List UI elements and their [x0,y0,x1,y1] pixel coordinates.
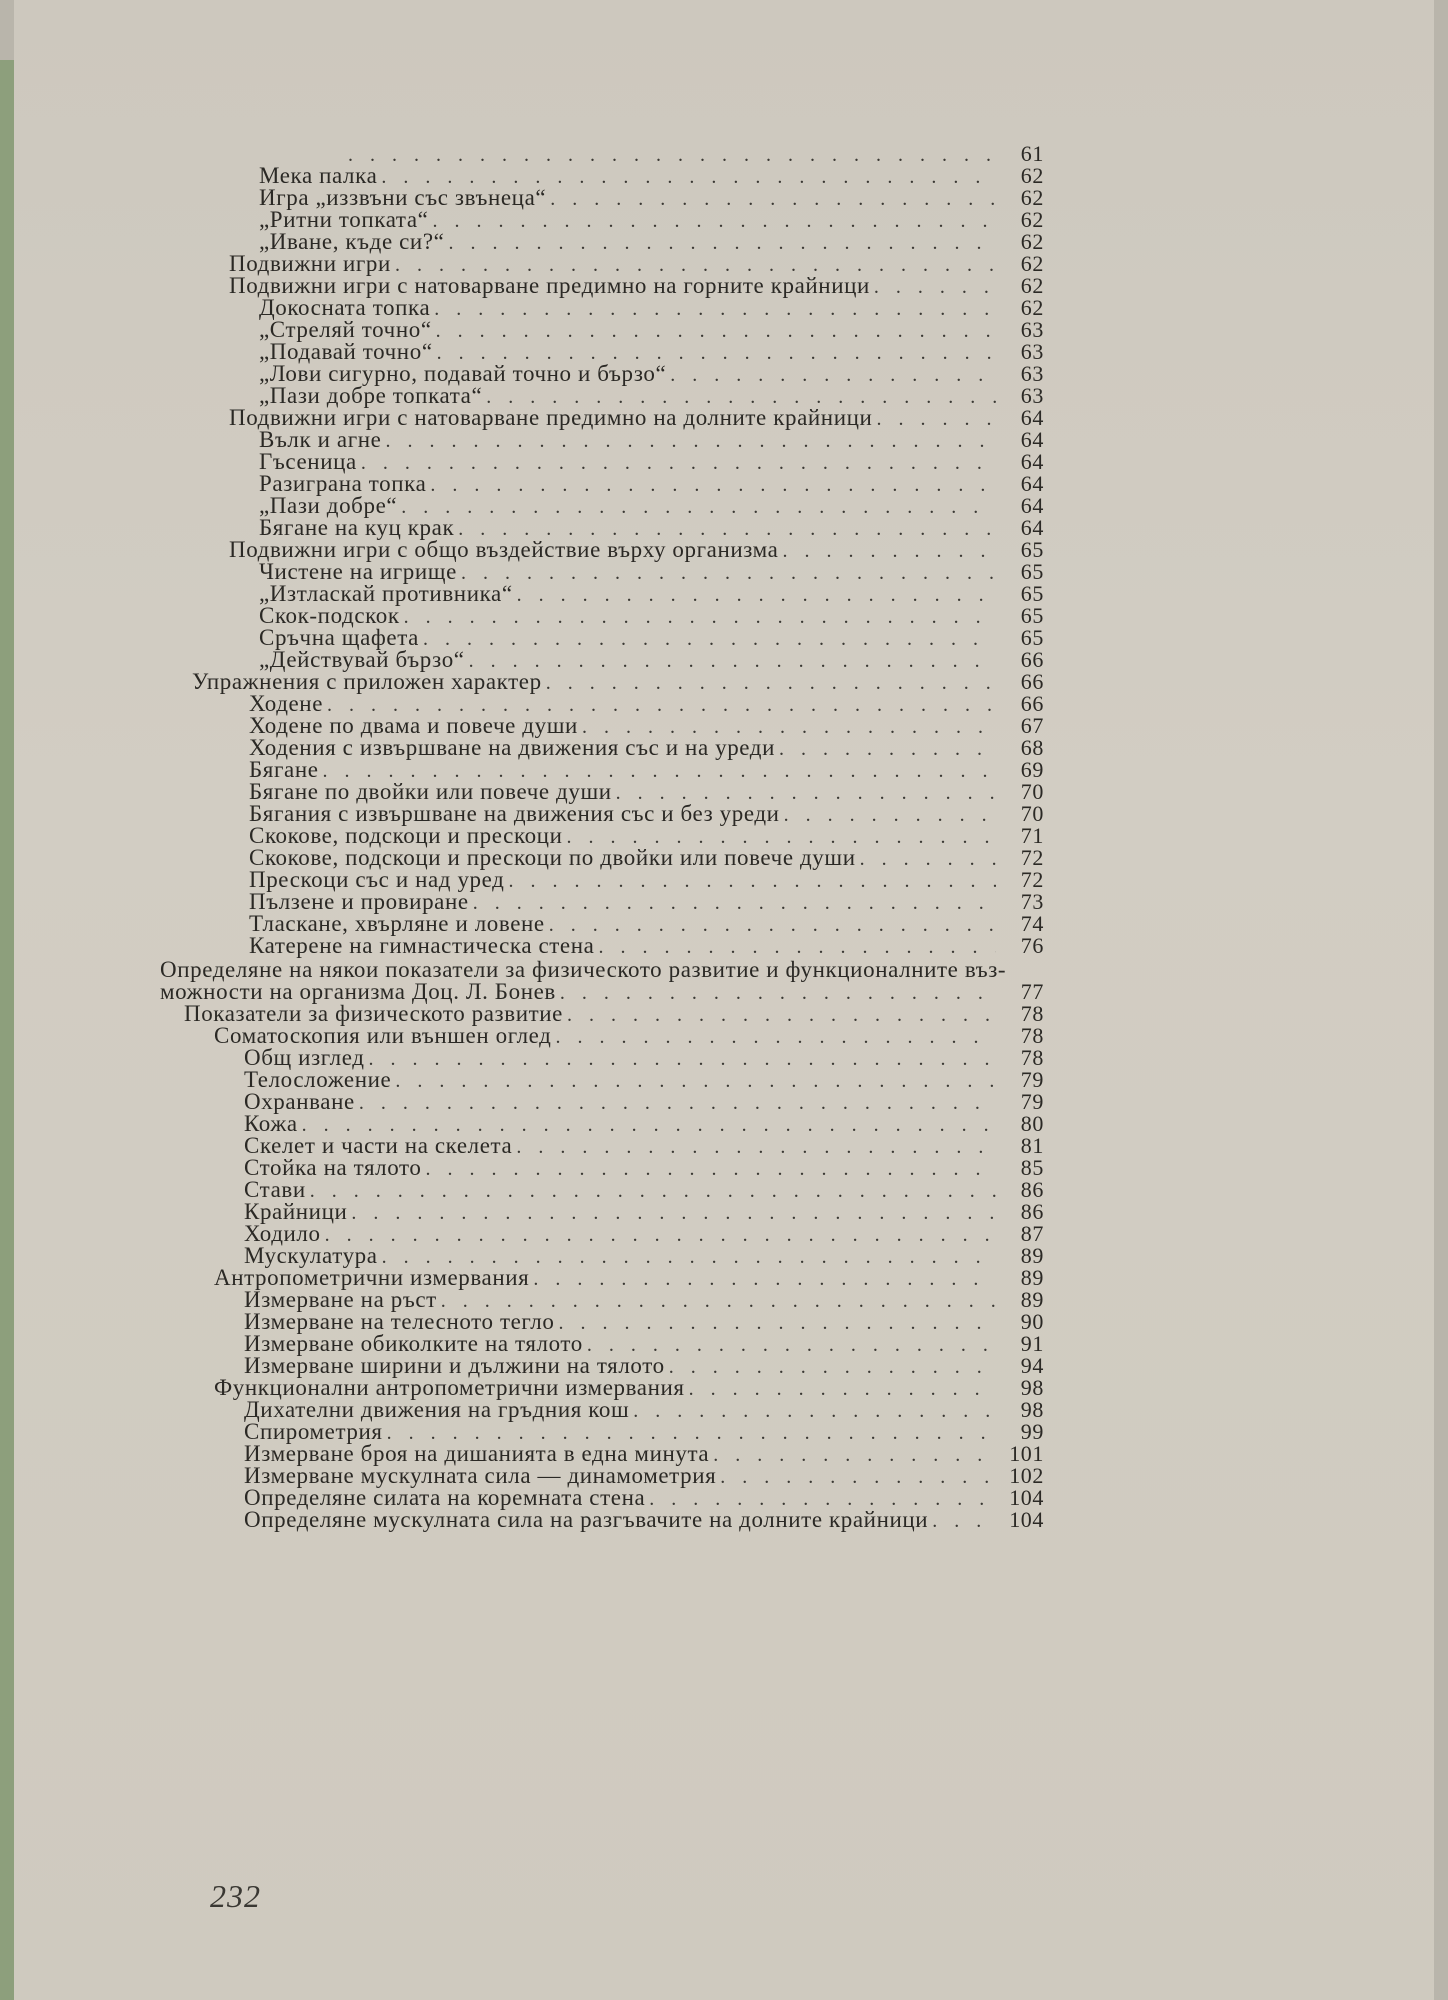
toc-entry-title: „Действувай бързо“ [259,647,465,672]
toc-entry-page: 68 [1020,735,1044,760]
toc-entry-page: 86 [1020,1177,1044,1202]
toc-entry-page: 87 [1020,1221,1044,1246]
toc-entry-title: Ходило [244,1221,321,1246]
toc-entry-title: Определяне мускулната сила на разгъвачите на долните крайници [244,1507,929,1532]
toc-entry-page: 63 [1020,339,1044,364]
toc-entry-title: Бягане [249,757,319,782]
toc-entry-page: 102 [1009,1463,1044,1488]
toc-entry-title: Скелет и части на скелета [244,1133,513,1158]
toc-entry-title: Тласкане, хвърляне и ловене [249,911,545,936]
toc-entry-title: Прескоци със и над уред [249,867,505,892]
toc-entry-page: 66 [1020,647,1044,672]
toc-entry-title: „Пази добре топката“ [259,383,483,408]
toc-entry-page: 71 [1020,823,1044,848]
page-number: 232 [210,1878,261,1914]
toc-entry-page: 65 [1020,603,1044,628]
toc-entry-page: 85 [1020,1155,1044,1180]
toc-entry-page: 65 [1020,625,1044,650]
toc-entry-page: 62 [1020,163,1044,188]
toc-entry-page: 62 [1020,273,1044,298]
toc-entry-title: Мускулатура [244,1243,378,1268]
toc-entry-title: Мека палка [259,163,378,188]
toc-entry-title: „Изтласкай противника“ [259,581,513,606]
toc-entry-title: Сръчна щафета [259,625,419,650]
toc-entry-title: Крайници [244,1199,348,1224]
book-spine-edge [0,60,14,2000]
toc-entry-page: 65 [1020,559,1044,584]
toc-entry-title: Скокове, подскоци и прескоци по двойки или повече души [249,845,856,870]
toc-entry-page: 89 [1020,1287,1044,1312]
toc-entry-title: Спирометрия [244,1419,383,1444]
toc-entry-title: „Ритни топката“ [259,207,429,232]
toc-entry-title: Измерване обиколките на тялото [244,1331,583,1356]
toc-entry-title: „Пази добре“ [259,493,398,518]
toc-entry-page: 67 [1020,713,1044,738]
toc-entry-page: 64 [1020,471,1044,496]
toc-entry-title: Чистене на игрище [259,559,457,584]
toc-entry-page: 64 [1020,515,1044,540]
toc-entry-title: Соматоскопия или външен оглед [214,1023,552,1048]
toc-entry-title: Дихателни движения на гръдния кош [244,1397,630,1422]
toc-entry-title: Игра „иззвъни със звънеца“ [259,185,547,210]
toc-entry-title: „Подавай точно“ [259,339,433,364]
toc-entry-title: Телосложение [244,1067,392,1092]
toc-entry-page: 104 [1009,1507,1044,1532]
toc-entry-page: 64 [1020,405,1044,430]
toc-entry-page: 62 [1020,251,1044,276]
toc-entry-page: 70 [1020,801,1044,826]
toc-entry-title: Подвижни игри с общо въздействие върху организма [229,537,779,562]
toc-entry-title: Измерване мускулната сила — динамометрия [244,1463,717,1488]
toc-entry-title: Ходене [249,691,324,716]
toc-entry-title: Общ изглед [244,1045,365,1070]
toc-entry-page: 99 [1020,1419,1044,1444]
toc-entry-title: „Стреляй точно“ [259,317,432,342]
toc-entry-page: 101 [1009,1441,1044,1466]
toc-entry-title-line1: Определяне на някои показатели за физическото развитие и функционалните въз- [160,957,1007,982]
toc-entry-title: Подвижни игри [229,251,391,276]
toc-entry-page: 65 [1020,537,1044,562]
toc-entry-page: 62 [1020,229,1044,254]
toc-entry-page: 76 [1020,933,1044,958]
toc-entry-title: Бягане на куц крак [259,515,455,540]
toc-entry-title: Скок-подскок [259,603,400,628]
toc-entry-page: 74 [1020,911,1044,936]
toc-entry-title: Вълк и агне [259,427,382,452]
toc-entry-page: 61 [1020,141,1044,166]
toc-entry-page: 104 [1009,1485,1044,1510]
toc-entry-page: 64 [1020,427,1044,452]
toc-entry-title: Докосната топка [259,295,431,320]
toc-entry-page: 66 [1020,669,1044,694]
toc-entry-page: 69 [1020,757,1044,782]
toc-entry-title: Функционални антропометрични измервания [214,1375,685,1400]
toc-entry-title: Подвижни игри с натоварване предимно на горните крайници [229,273,870,298]
toc-entry-title: Катерене на гимнастическа стена [249,933,595,958]
toc-entry-page: 64 [1020,493,1044,518]
toc-entry-title: „Иване, къде си?“ [259,229,445,254]
toc-entry-title: Антропометрични измервания [214,1265,530,1290]
toc-entry-page: 77 [1020,979,1044,1004]
toc-entry-title: Стави [244,1177,306,1202]
toc-entry-title: Охранване [244,1089,355,1114]
toc-entry-title: Стойка на тялото [244,1155,422,1180]
toc-entry-page: 72 [1020,867,1044,892]
toc-entry-page: 98 [1020,1397,1044,1422]
toc-entry [244,1506,1044,1534]
toc-entry-page: 63 [1020,317,1044,342]
toc-entry-page: 70 [1020,779,1044,804]
toc-entry-page: 63 [1020,383,1044,408]
toc-entry-page: 62 [1020,185,1044,210]
toc-entry-page: 79 [1020,1089,1044,1114]
toc-entry-page: 62 [1020,207,1044,232]
toc-entry-page: 94 [1020,1353,1044,1378]
toc-entry-page: 81 [1020,1133,1044,1158]
book-page [14,0,1434,2000]
dot-leader [932,1507,996,1534]
toc-entry-page: 72 [1020,845,1044,870]
toc-entry-page: 66 [1020,691,1044,716]
toc-entry-page: 89 [1020,1265,1044,1290]
toc-entry-title: Измерване ширини и дължини на тялото [244,1353,665,1378]
toc-entry-title: Бягане по двойки или повече души [249,779,612,804]
toc-entry-page: 80 [1020,1111,1044,1136]
toc-entry-title: Разиграна топка [259,471,427,496]
toc-entry-title: Подвижни игри с натоварване предимно на долните крайници [229,405,873,430]
toc-entry-title: Упражнения с приложен характер [192,669,542,694]
toc-entry-page: 78 [1020,1045,1044,1070]
toc-entry-title: можности на организма Доц. Л. Бонев [160,979,556,1004]
toc-entry-page: 90 [1020,1309,1044,1334]
toc-entry-page: 62 [1020,295,1044,320]
toc-entry-page: 98 [1020,1375,1044,1400]
toc-entry-title: Показатели за физическото развитие [184,1001,563,1026]
toc-entry-title: Измерване на телесното тегло [244,1309,555,1334]
toc-entry-title: Скокове, подскоци и прескоци [249,823,563,848]
toc-entry-title: „Лови сигурно, подавай точно и бързо“ [259,361,667,386]
toc-entry-title: Кожа [244,1111,298,1136]
toc-entry-title: Ходения с извършване на движения със и на уреди [249,735,776,760]
toc-entry-title: Бягания с извършване на движения със и без уреди [249,801,780,826]
toc-entry-title: Ходене по двама и повече души [249,713,578,738]
toc-entry-page: 63 [1020,361,1044,386]
toc-entry-page: 91 [1020,1331,1044,1356]
toc-entry-page: 64 [1020,449,1044,474]
toc-entry-title: Пълзене и провиране [249,889,469,914]
toc-entry-page: 73 [1020,889,1044,914]
toc-entry-title: Определяне силата на коремната стена [244,1485,646,1510]
toc-entry-page: 65 [1020,581,1044,606]
toc-entry-page: 78 [1020,1001,1044,1026]
toc-entry-title: Гъсеница [259,449,357,474]
toc-entry-page: 79 [1020,1067,1044,1092]
toc-entry-page: 86 [1020,1199,1044,1224]
toc-entry-page: 78 [1020,1023,1044,1048]
toc-entry-page: 89 [1020,1243,1044,1268]
toc-entry-title: Измерване броя на дишанията в една минута [244,1441,710,1466]
toc-entry-title: Измерване на ръст [244,1287,437,1312]
